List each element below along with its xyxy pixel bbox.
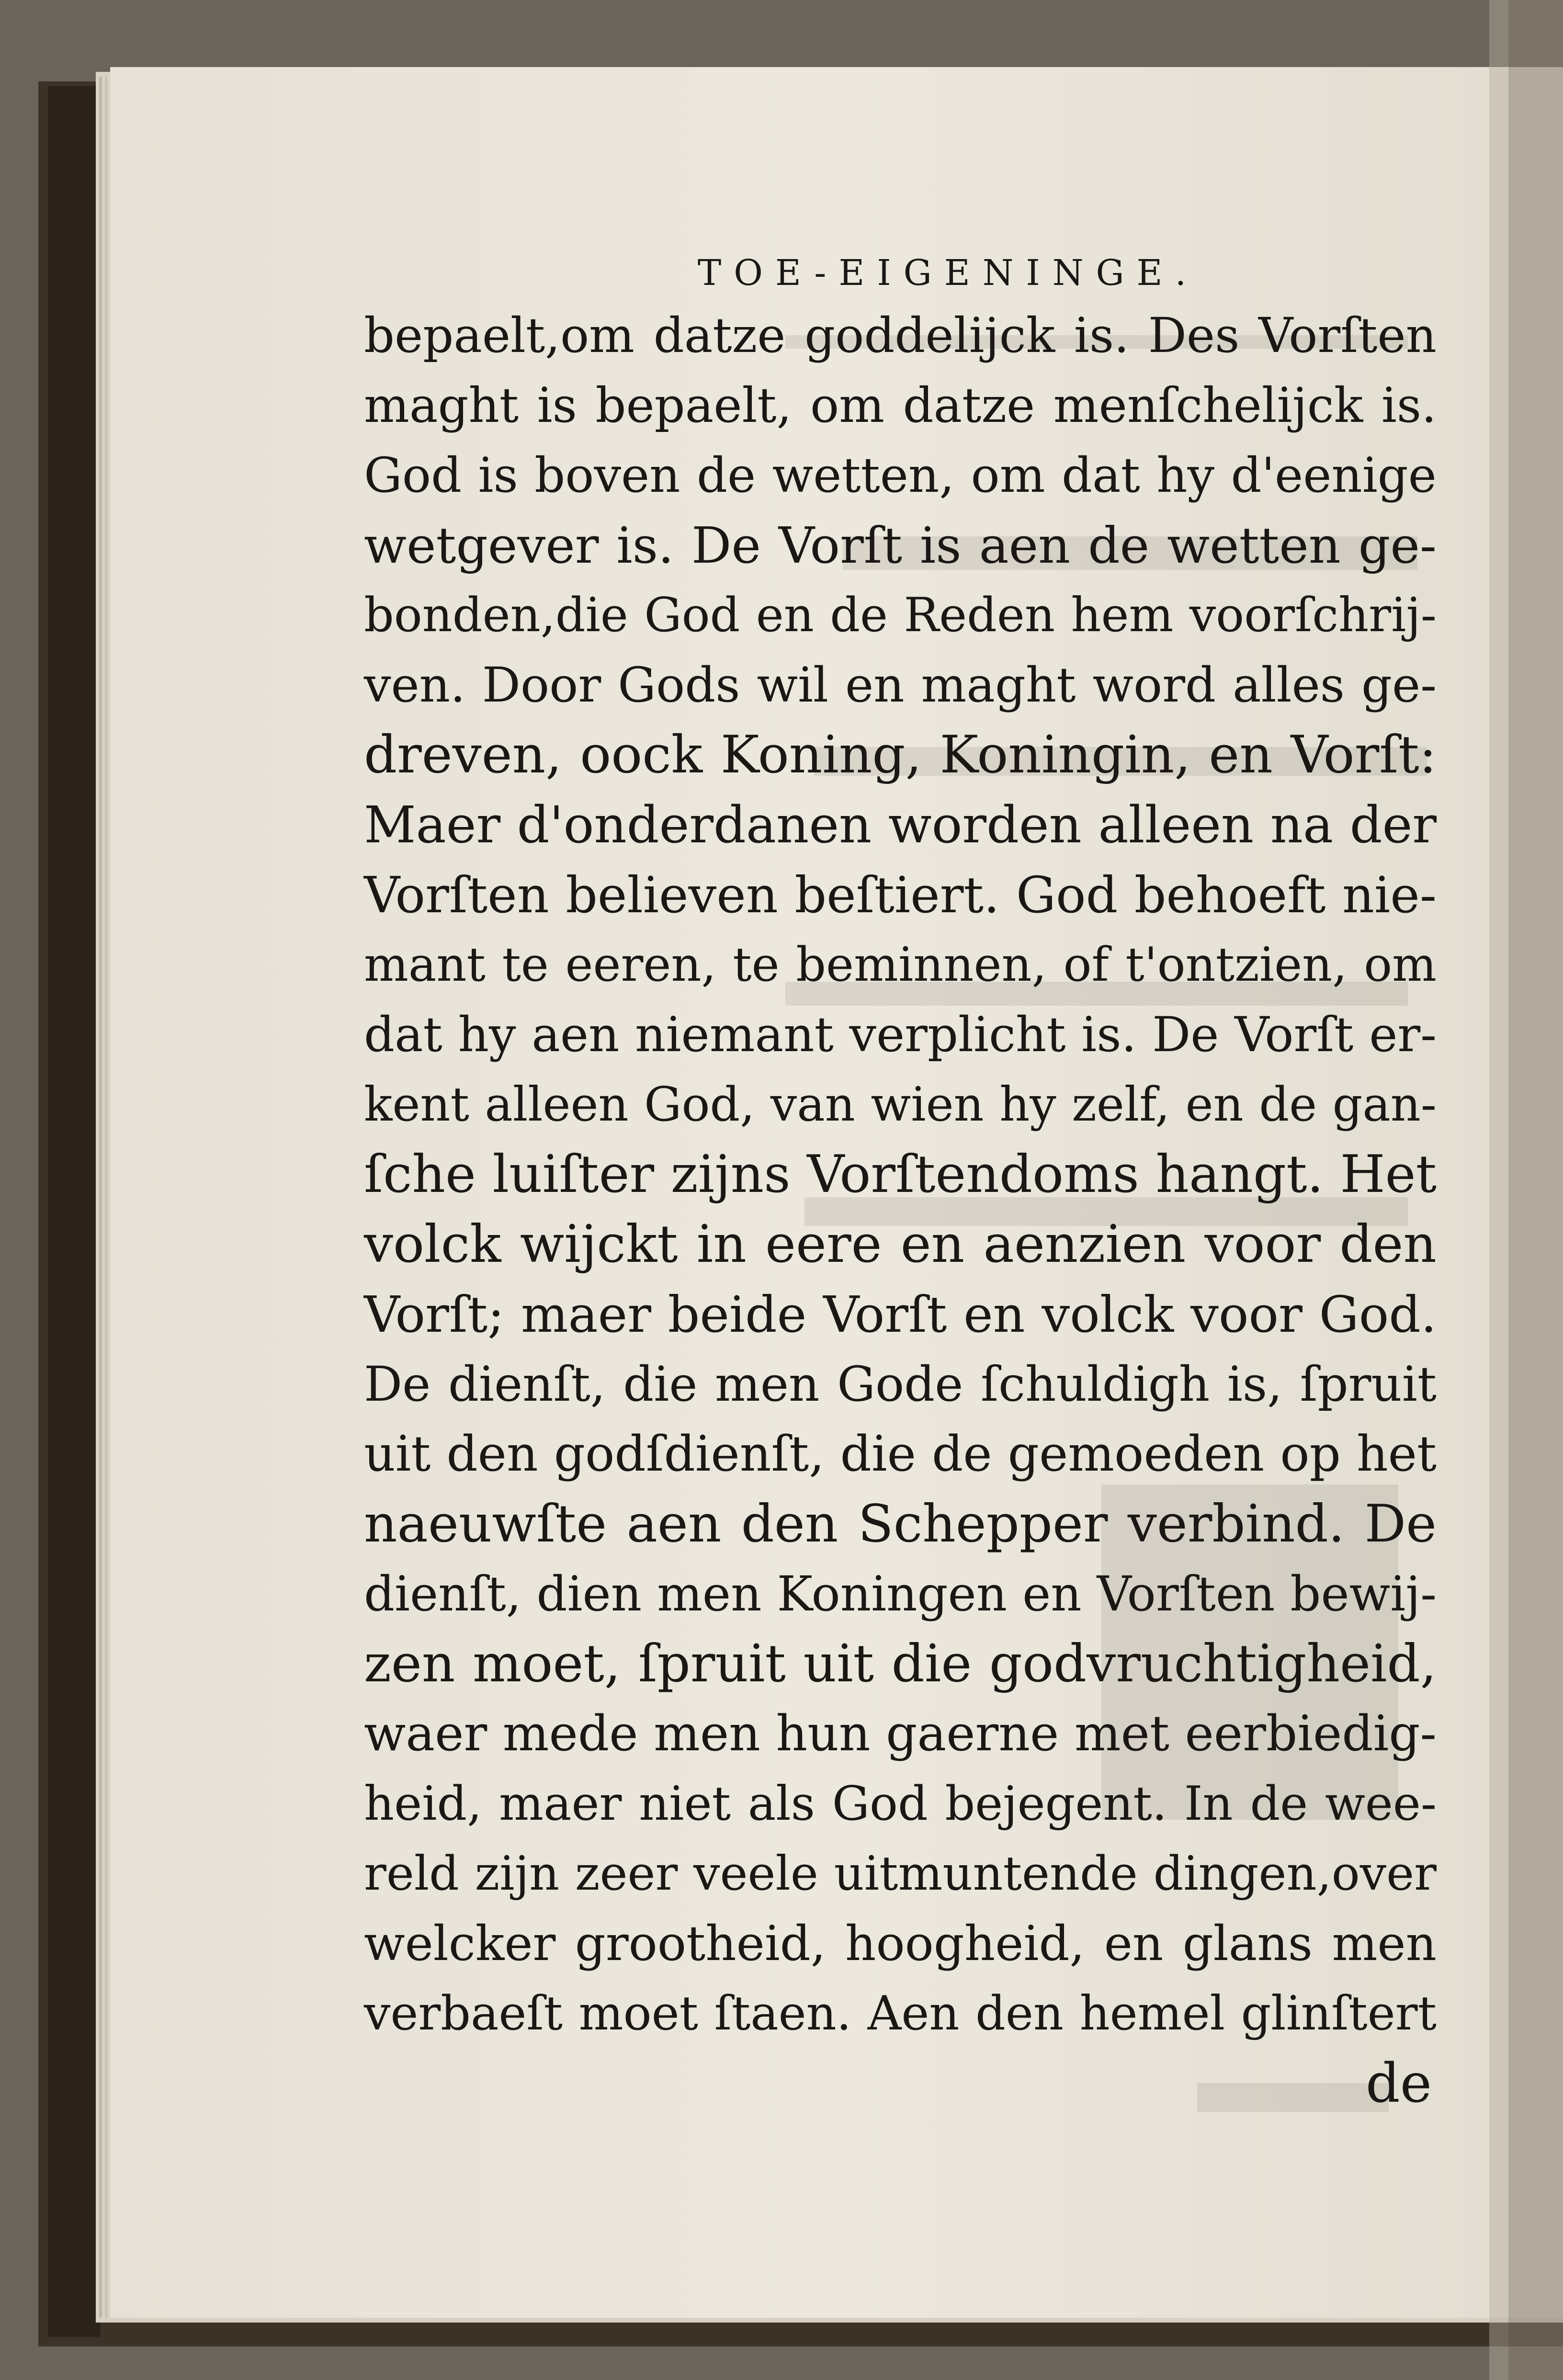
text-line: ſche luiſter zijns Vorſtendoms hangt. Het [364, 1145, 1437, 1204]
text-line: reld zijn zeer veele uitmuntende dingen,over [364, 1847, 1437, 1901]
text-line: Vorſt; maer beide Vorſt en volck voor God. [364, 1285, 1437, 1344]
text-line: mant te eeren, te beminnen, of t'ontzien, om [364, 938, 1437, 992]
text-line: wetgever is. De Vorſt is aen de wetten ge- [364, 516, 1437, 575]
text-line: uit den godſdienſt, die de gemoeden op het [364, 1426, 1437, 1483]
text-line: God is boven de wetten, om dat hy d'eenige [364, 447, 1437, 503]
text-line: dreven, oock Koning, Koningin, en Vorſt: [364, 725, 1437, 785]
text-line: bepaelt,om datze goddelijck is. Des Vorſten [364, 307, 1437, 363]
text-line: kent alleen God, van wien hy zelf, en de gan- [364, 1077, 1437, 1132]
text-line: Maer d'onderdanen worden alleen na der [364, 795, 1437, 854]
text-line: dienſt, dien men Koningen en Vorſten bewij- [364, 1566, 1437, 1622]
text-line: maght is bepaelt, om datze menſchelijck is. [364, 377, 1437, 433]
text-line: volck wijckt in eere en aenzien voor den [364, 1214, 1437, 1274]
text-line: bonden,die God en de Reden hem voorſchrij- [364, 588, 1437, 643]
text-line: zen moet, ſpruit uit die godvruchtigheid, [364, 1634, 1437, 1694]
text-line: welcker grootheid, hoogheid, en glans men [364, 1915, 1437, 1972]
text-line: dat hy aen niemant verplicht is. De Vorſt er- [364, 1007, 1437, 1063]
text-line: De dienſt, die men Gode ſchuldigh is, ſpruit [364, 1356, 1437, 1412]
book-spine-edge [48, 86, 101, 2337]
page-text-block [364, 249, 1437, 2119]
text-line: ven. Door Gods wil en maght word alles ge- [364, 657, 1437, 713]
catchword: de [1366, 2052, 1432, 2115]
gutter-shadow [1508, 0, 1563, 2380]
text-line: heid, maer niet als God bejegent. In de wee- [364, 1777, 1437, 1831]
text-line: naeuwſte aen den Schepper verbind. De [364, 1494, 1437, 1554]
running-head: TOE-EIGENINGE. [697, 252, 1199, 294]
text-line: verbaeſt moet ſtaen. Aen den hemel glinſtert [364, 1986, 1437, 2041]
text-line: Vorſten believen beſtiert. God behoeft nie- [364, 866, 1437, 924]
text-line: waer mede men hun gaerne met eerbiedig- [364, 1705, 1437, 1762]
